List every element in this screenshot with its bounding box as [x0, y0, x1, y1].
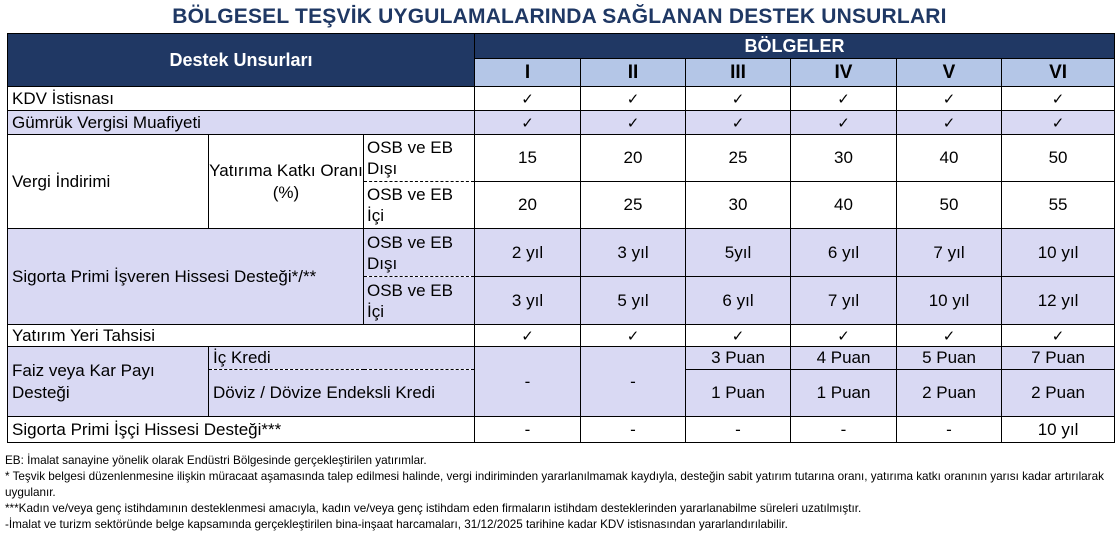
vergi-disi-value: 50	[1002, 135, 1115, 182]
yatirim-yeri-label: Yatırım Yeri Tahsisi	[8, 325, 475, 347]
doviz-kredi-label: Döviz / Dövize Endeksli Kredi	[209, 370, 475, 417]
footnote: EB: İmalat sanayine yönelik olarak Endüstri Bölgesinde gerçekleştirilen yatırımlar.	[5, 454, 427, 467]
check-icon: ✓	[1002, 111, 1115, 135]
sigorta-isveren-label: Sigorta Primi İşveren Hissesi Desteği*/**	[8, 229, 364, 325]
ic-kredi-label: İç Kredi	[209, 347, 475, 370]
vergi-ici-value: 55	[1002, 182, 1115, 229]
region-header: I	[475, 59, 581, 87]
sigorta-disi-value: 10 yıl	[1002, 229, 1115, 277]
footnote: * Teşvik belgesi düzenlenmesine ilişkin müracaat aşamasında talep edilmesi halinde, vergi indiriminden yararlanılmamak kaydıyla, desteğin sabit yatırım tutarına oranı, yatırıma katkı oranının yarısı kadar artırılarak uygulanır.	[5, 470, 1104, 499]
check-icon: ✓	[581, 111, 686, 135]
sigorta-isci-value: -	[475, 417, 581, 443]
check-icon: ✓	[475, 87, 581, 111]
sigorta-ici-value: 5 yıl	[581, 277, 686, 325]
sigorta-ici-value: 12 yıl	[1002, 277, 1115, 325]
check-icon: ✓	[791, 87, 897, 111]
footnotes	[5, 453, 1117, 533]
sigorta-ici-value: 6 yıl	[686, 277, 791, 325]
check-icon: ✓	[791, 111, 897, 135]
check-icon: ✓	[897, 325, 1002, 347]
sigorta-isci-value: -	[581, 417, 686, 443]
region-header: VI	[1002, 59, 1115, 87]
check-icon: ✓	[791, 325, 897, 347]
footnote: -İmalat ve turizm sektöründe belge kapsamında gerçekleştirilen bina-inşaat harcamaları, 31/12/2025 tarihine kadar KDV istisnasından yararlandırılabilir.	[5, 518, 788, 531]
sigorta-ici-value: 10 yıl	[897, 277, 1002, 325]
check-icon: ✓	[897, 87, 1002, 111]
gumruk-label: Gümrük Vergisi Muafiyeti	[8, 111, 475, 135]
region-header: V	[897, 59, 1002, 87]
sigorta-isci-value: 10 yıl	[1002, 417, 1115, 443]
table-row-sigorta-isci	[8, 417, 1115, 443]
ic-kredi-value: 5 Puan	[897, 347, 1002, 370]
table-row-sigorta-isveren-disi	[8, 229, 1115, 277]
sigorta-isci-label: Sigorta Primi İşçi Hissesi Desteği***	[8, 417, 475, 443]
vergi-ici-value: 50	[897, 182, 1002, 229]
page-title: BÖLGESEL TEŞVİK UYGULAMALARINDA SAĞLANAN DESTEK UNSURLARI	[172, 5, 947, 28]
sigorta-disi-value: 6 yıl	[791, 229, 897, 277]
osb-disi-label: OSB ve EB Dışı	[364, 229, 475, 277]
table-row-yatirim-yeri	[8, 325, 1115, 347]
vergi-disi-value: 25	[686, 135, 791, 182]
check-icon: ✓	[1002, 87, 1115, 111]
check-icon: ✓	[475, 325, 581, 347]
check-icon: ✓	[686, 87, 791, 111]
destek-unsurlari-header: Destek Unsurları	[8, 34, 475, 87]
osb-disi-label: OSB ve EB Dışı	[364, 135, 475, 182]
check-icon: ✓	[897, 111, 1002, 135]
check-icon: ✓	[1002, 325, 1115, 347]
sigorta-isci-value: -	[686, 417, 791, 443]
vergi-ici-value: 40	[791, 182, 897, 229]
table-row-vergi-disi	[8, 135, 1115, 182]
vergi-sub-label: Yatırıma Katkı Oranı (%)	[209, 135, 364, 229]
vergi-ici-value: 20	[475, 182, 581, 229]
check-icon: ✓	[686, 325, 791, 347]
sigorta-disi-value: 7 yıl	[897, 229, 1002, 277]
region-header: II	[581, 59, 686, 87]
check-icon: ✓	[475, 111, 581, 135]
table-row-kdv	[8, 87, 1115, 111]
sigorta-disi-value: 3 yıl	[581, 229, 686, 277]
sigorta-isci-value: -	[791, 417, 897, 443]
doviz-kredi-value: 2 Puan	[1002, 370, 1115, 417]
ic-kredi-value: 4 Puan	[791, 347, 897, 370]
osb-ici-label: OSB ve EB İçi	[364, 277, 475, 325]
support-table	[7, 33, 1115, 443]
footnote: ***Kadın ve/veya genç istihdamının desteklenmesi amacıyla, kadın ve/veya genç istihdam eden firmaların istihdam desteklerinden yararlanabilme süreleri uzatılmıştır.	[5, 502, 862, 515]
vergi-label: Vergi İndirimi	[8, 135, 209, 229]
table-row-faiz-ic	[8, 347, 1115, 370]
check-icon: ✓	[686, 111, 791, 135]
vergi-ici-value: 25	[581, 182, 686, 229]
sigorta-ici-value: 3 yıl	[475, 277, 581, 325]
sigorta-isci-value: -	[897, 417, 1002, 443]
ic-kredi-value: 3 Puan	[686, 347, 791, 370]
vergi-disi-value: 30	[791, 135, 897, 182]
osb-ici-label: OSB ve EB İçi	[364, 182, 475, 229]
faiz-label: Faiz veya Kar Payı Desteği	[8, 347, 209, 417]
sigorta-disi-value: 2 yıl	[475, 229, 581, 277]
faiz-dash: -	[475, 347, 581, 417]
doviz-kredi-value: 1 Puan	[686, 370, 791, 417]
table-row-gumruk	[8, 111, 1115, 135]
doviz-kredi-value: 2 Puan	[897, 370, 1002, 417]
faiz-dash: -	[581, 347, 686, 417]
region-header: IV	[791, 59, 897, 87]
doviz-kredi-value: 1 Puan	[791, 370, 897, 417]
region-header: III	[686, 59, 791, 87]
vergi-disi-value: 15	[475, 135, 581, 182]
sigorta-ici-value: 7 yıl	[791, 277, 897, 325]
check-icon: ✓	[581, 87, 686, 111]
vergi-ici-value: 30	[686, 182, 791, 229]
vergi-disi-value: 20	[581, 135, 686, 182]
ic-kredi-value: 7 Puan	[1002, 347, 1115, 370]
kdv-label: KDV İstisnası	[8, 87, 475, 111]
check-icon: ✓	[581, 325, 686, 347]
bolgeler-header: BÖLGELER	[475, 34, 1115, 59]
sigorta-disi-value: 5yıl	[686, 229, 791, 277]
vergi-disi-value: 40	[897, 135, 1002, 182]
